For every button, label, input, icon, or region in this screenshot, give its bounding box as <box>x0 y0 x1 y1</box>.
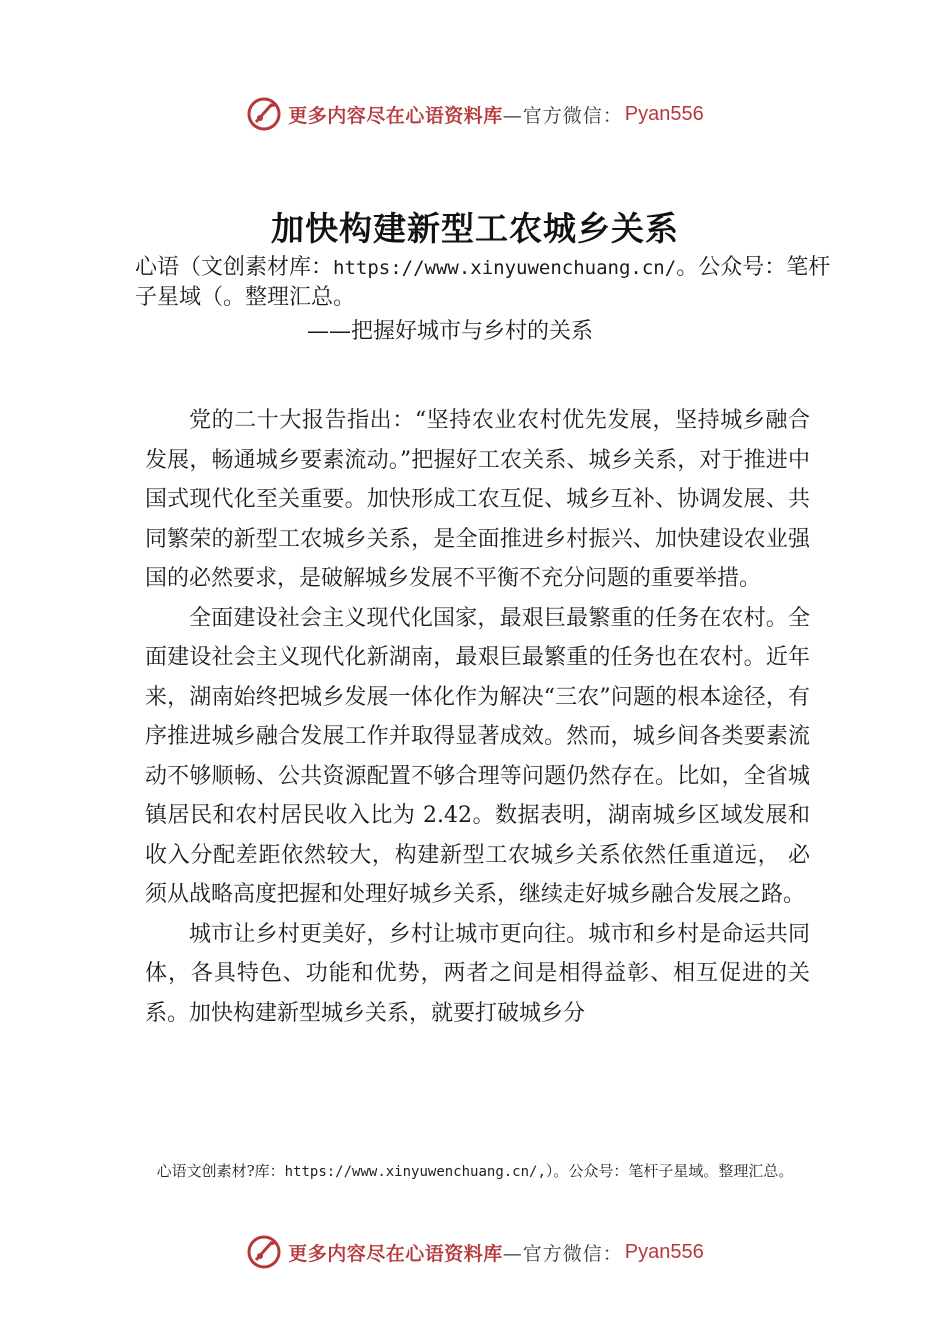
footer-banner <box>0 1232 950 1272</box>
footer-note-prefix: 心语文创素材?库： <box>156 1162 285 1180</box>
source-prefix: 心语（文创素材库： <box>135 255 334 280</box>
banner-separator-text: —官方微信： <box>502 104 623 127</box>
footer-note-url: https://www.xinyuwenchuang.cn/, <box>284 1164 546 1180</box>
source-url: https://www.xinyuwenchuang.cn/ <box>333 257 677 279</box>
brand-logo-icon <box>246 96 282 132</box>
page-title: 加快构建新型工农城乡关系 <box>271 209 679 248</box>
paragraph-2: 全面建设社会主义现代化国家，最艰巨最繁重的任务在农村。全面建设社会主义现代化新湖南，最艰巨最繁重的任务也在农村。近年来，湖南始终把城乡发展一体化作为解决“三农”问题的根本途径，有序推进城乡融合发展工作并取得显著成效。然而，城乡间各类要素流动不够顺畅、公共资源配置不够合理等问题仍然存在。比如，全省城镇居民和农村居民收入比为 2.42。数据表明，湖南城乡区域发展和收入分配差距依然较大，构建新型工农城乡关系依然任重道远， 必须从战略高度把握和处理好城乡关系，继续走好城乡融合发展之路。 <box>145 605 810 907</box>
footer-note <box>0 1160 950 1181</box>
header-banner <box>0 94 950 134</box>
paragraph-3: 城市让乡村更美好，乡村让城市更向往。城市和乡村是命运共同体，各具特色、功能和优势，两者之间是相得益彰、相互促进的关系。加快构建新型城乡关系，就要打破城乡分 <box>145 921 810 1026</box>
banner-brand-text: 更多内容尽在心语资料库 <box>288 1242 503 1265</box>
footer-note-suffix: ）。公众号：笔杆子星域。整理汇总。 <box>545 1162 794 1180</box>
source-line <box>135 253 835 313</box>
banner-brand-text: 更多内容尽在心语资料库 <box>288 104 503 127</box>
banner-wechat-id: Pyan556 <box>624 102 704 125</box>
banner-separator-text: —官方微信： <box>502 1242 623 1265</box>
article-body <box>145 401 810 1033</box>
paragraph-1: 党的二十大报告指出：“坚持农业农村优先发展，坚持城乡融合发展，畅通城乡要素流动。”把握好工农关系、城乡关系，对于推进中国式现代化至关重要。加快形成工农互促、城乡互补、协调发展、共同繁荣的新型工农城乡关系，是全面推进乡村振兴、加快建设农业强国的必然要求，是破解城乡发展不平衡不充分问题的重要举措。 <box>145 408 810 591</box>
brand-logo-icon <box>246 1234 282 1270</box>
page-subtitle: ——把握好城市与乡村的关系 <box>307 319 594 344</box>
source-suffix: 。公众号：笔杆子星域（。整理汇总。 <box>135 255 831 310</box>
banner-wechat-id: Pyan556 <box>624 1240 704 1263</box>
